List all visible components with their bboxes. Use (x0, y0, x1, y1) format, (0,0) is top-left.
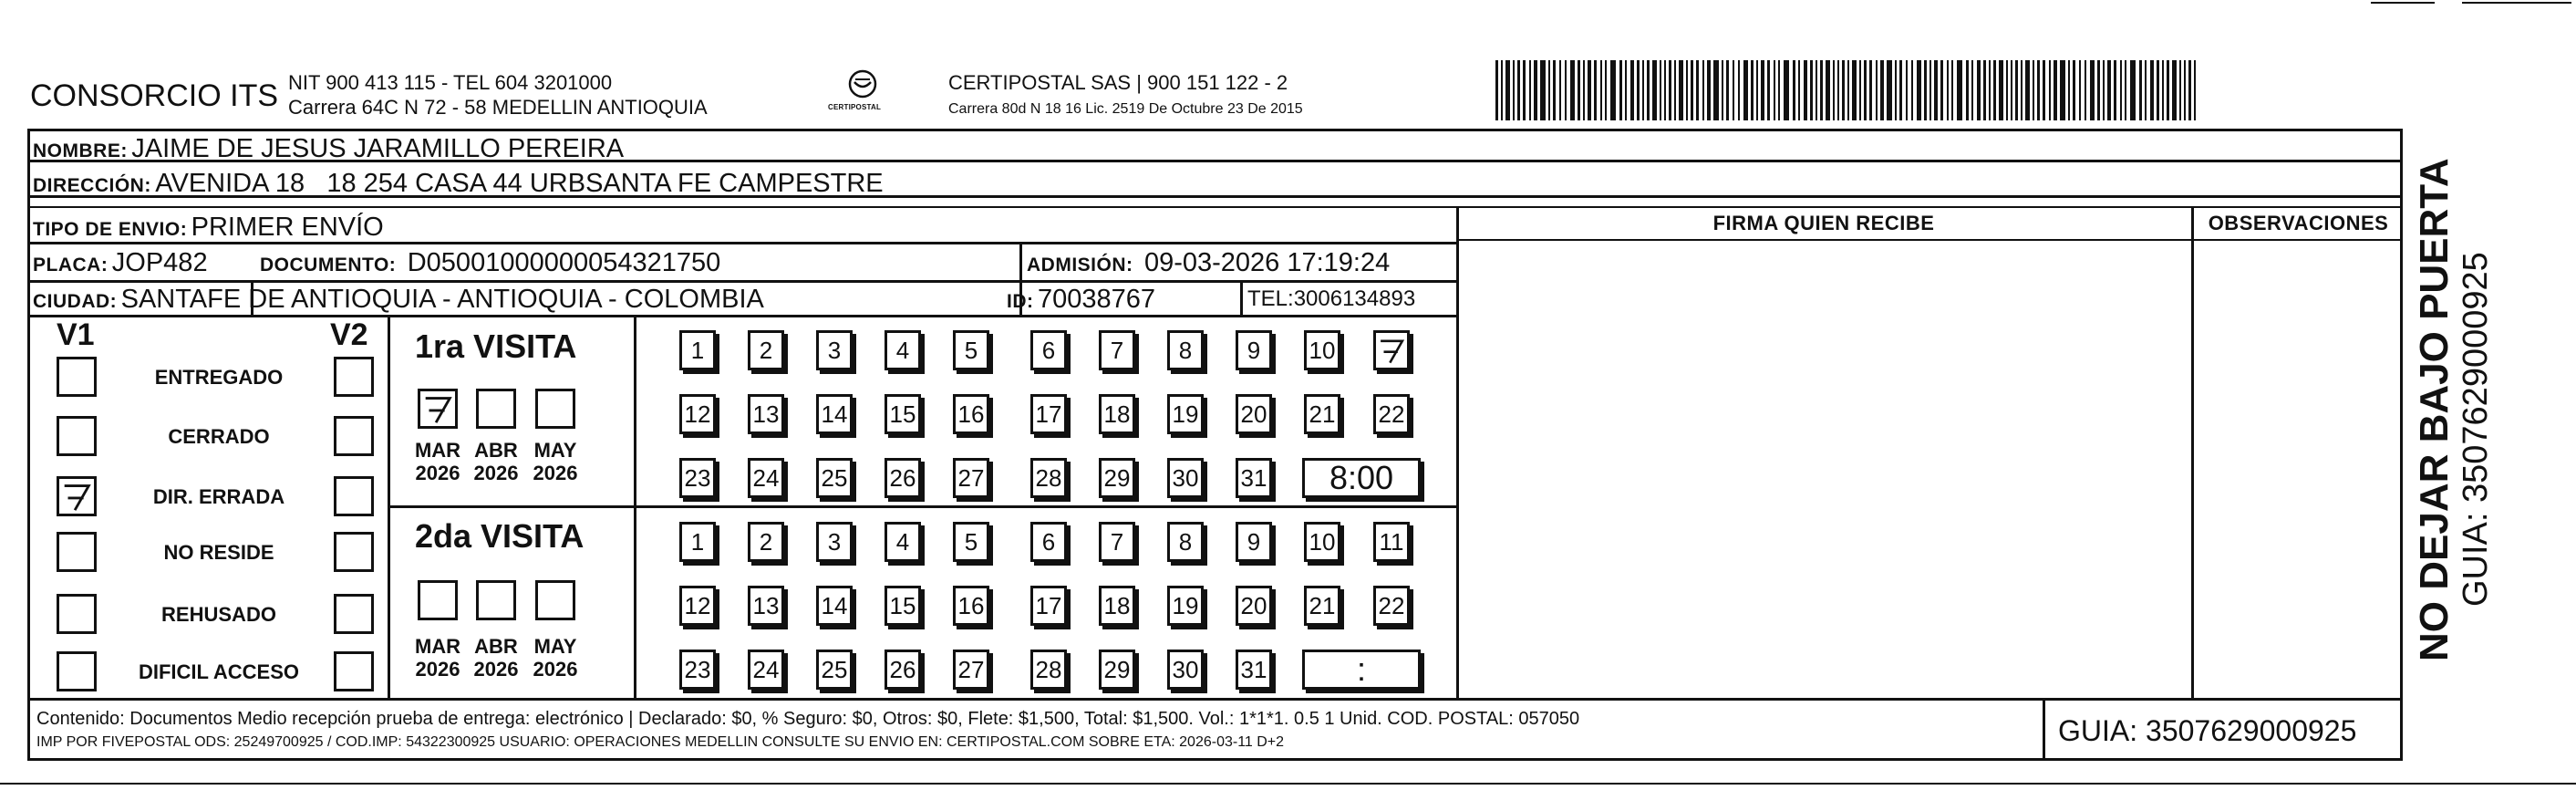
barcode-bar (2021, 60, 2023, 120)
barcode-bar (1810, 60, 1813, 120)
barcode-bar (2150, 60, 2154, 120)
barcode-bar (2054, 60, 2057, 120)
visit2-month-label-1 (471, 635, 522, 681)
barcode-bar (1652, 60, 1657, 120)
barcode-bar (1707, 60, 1711, 120)
tel-value: 3006134893 (1293, 286, 1416, 311)
barcode-bar (1722, 60, 1723, 120)
barcode-bar (2114, 60, 2116, 120)
visit2-day-22[interactable]: 22 (1373, 586, 1410, 626)
barcode-bar (1864, 60, 1867, 120)
nombre-value: JAIME DE JESUS JARAMILLO PEREIRA (131, 134, 625, 163)
barcode-bar (1559, 60, 1561, 120)
visit1-month-checkbox-2[interactable] (535, 389, 575, 429)
barcode-bar (2157, 60, 2159, 120)
visit1-day-7[interactable]: 7 (1099, 330, 1135, 370)
placa-value: JOP482 (111, 248, 208, 277)
barcode-bar (1605, 60, 1607, 120)
visit2-day-23[interactable]: 23 (679, 650, 716, 690)
visit1-day-16[interactable]: 16 (953, 394, 989, 434)
v1-checkbox-3[interactable] (57, 532, 97, 572)
barcode-bar (1578, 60, 1580, 120)
barcode-bar (2120, 60, 2122, 120)
barcode-bar (1887, 60, 1892, 120)
status-label-2: DIR. ERRADA (152, 485, 285, 508)
barcode-bar (2162, 60, 2164, 120)
tel-row (1247, 288, 1415, 310)
v2-checkbox-5[interactable] (334, 651, 374, 691)
barcode-bar (2139, 60, 2142, 120)
barcode-bar (1966, 60, 1969, 120)
barcode-bar (1726, 60, 1729, 120)
status-label-3: NO RESIDE (163, 541, 274, 564)
tipo-value: PRIMER ENVÍO (191, 213, 384, 242)
barcode-bar (1696, 60, 1699, 120)
visit1-month-name: MAY (533, 439, 577, 462)
v2-checkbox-4[interactable] (334, 594, 374, 634)
visit2-day-27[interactable]: 27 (953, 650, 989, 690)
barcode-bar (2130, 60, 2136, 120)
visit2-month-checkbox-1[interactable] (476, 580, 516, 620)
carrier-logo-icon (835, 66, 890, 120)
id-label: ID: (1007, 291, 1034, 312)
barcode-bar (1793, 60, 1795, 120)
visit1-month-checkbox-1[interactable] (476, 389, 516, 429)
barcode-bar (1565, 60, 1567, 120)
visit1-month-year: 2026 (473, 462, 519, 485)
visit1-day-1[interactable]: 1 (679, 330, 716, 370)
status-label-4: REHUSADO (161, 603, 276, 626)
barcode-bar (1600, 60, 1602, 120)
barcode-bar (1899, 60, 1902, 120)
barcode-bar (1977, 60, 1981, 120)
nombre-label: NOMBRE: (33, 140, 128, 161)
visit1-day-2[interactable]: 2 (748, 330, 784, 370)
visit1-day-20[interactable]: 20 (1236, 394, 1272, 434)
carrier-logo (835, 66, 890, 120)
visit2-day-31[interactable]: 31 (1236, 650, 1272, 690)
barcode-bar (1529, 60, 1531, 120)
barcode-bar (1713, 60, 1719, 120)
v2-label: V2 (330, 317, 368, 352)
visit1-day-13[interactable]: 13 (748, 394, 784, 434)
carrier-logo-text: CERTIPOSTAL (828, 103, 882, 111)
visit2-day-17[interactable]: 17 (1030, 586, 1067, 626)
visit1-day-31[interactable]: 31 (1236, 458, 1272, 498)
barcode-bar (2188, 60, 2191, 120)
visit2-month-checkbox-2[interactable] (535, 580, 575, 620)
visit1-month-name: ABR (474, 439, 518, 462)
v1-checkbox-4[interactable] (57, 594, 97, 634)
barcode-bar (1761, 60, 1764, 120)
barcode-bar (1880, 60, 1884, 120)
barcode-bar (2125, 60, 2126, 120)
tipo-row (33, 214, 384, 241)
visit2-month-year: 2026 (473, 658, 519, 681)
barcode-bar (2068, 60, 2070, 120)
barcode-bar (2060, 60, 2065, 120)
visit2-day-8[interactable]: 8 (1167, 522, 1204, 562)
barcode-bar (1999, 60, 2003, 120)
visit1-day-21[interactable]: 21 (1304, 394, 1340, 434)
visit1-day-6[interactable]: 6 (1030, 330, 1067, 370)
barcode-bar (2006, 60, 2008, 120)
barcode-bar (1798, 60, 1800, 120)
carrier-name: CERTIPOSTAL SAS | 900 151 122 - 2 (948, 71, 1288, 94)
visit2-day-30[interactable]: 30 (1167, 650, 1204, 690)
barcode-bar (2085, 60, 2086, 120)
check-mark-icon (1376, 333, 1407, 368)
barcode-bar (1660, 60, 1661, 120)
barcode-bar (1869, 60, 1872, 120)
visit2-day-11[interactable]: 11 (1373, 522, 1410, 562)
visit2-day-21[interactable]: 21 (1304, 586, 1340, 626)
admision-row (1027, 250, 1390, 276)
barcode-bar (1642, 60, 1644, 120)
admision-label: ADMISIÓN: (1027, 255, 1133, 275)
footer-guia: GUIA: 3507629000925 (2058, 714, 2357, 747)
visit1-day-10[interactable]: 10 (1304, 330, 1340, 370)
barcode-bar (2097, 60, 2100, 120)
status-label-5: DIFICIL ACCESO (138, 660, 299, 683)
visit1-day-4[interactable]: 4 (885, 330, 921, 370)
visit2-month-name: ABR (474, 635, 518, 658)
no-dejar-warning: NO DEJAR BAJO PUERTA (2412, 158, 2457, 661)
barcode-bar (1859, 60, 1861, 120)
visit1-title: 1ra VISITA (415, 327, 577, 365)
barcode-bar (1540, 60, 1546, 120)
visit1-day-15[interactable]: 15 (885, 394, 921, 434)
visit2-day-18[interactable]: 18 (1099, 586, 1135, 626)
barcode-bar (1517, 60, 1520, 120)
barcode-bar (1630, 60, 1634, 120)
visit1-month-year: 2026 (533, 462, 578, 485)
side-guia: GUIA: 3507629000925 (2457, 252, 2495, 607)
barcode-bar (2037, 60, 2040, 120)
barcode-bar (1501, 60, 1503, 120)
barcode-bar (1917, 60, 1921, 120)
barcode-bar (2079, 60, 2081, 120)
v2-checkbox-2[interactable] (334, 476, 374, 516)
visit2-day-14[interactable]: 14 (816, 586, 853, 626)
visit1-day-18[interactable]: 18 (1099, 394, 1135, 434)
barcode-bar (1876, 60, 1878, 120)
documento-label: DOCUMENTO: (260, 255, 397, 275)
visit2-month-label-2 (530, 635, 581, 681)
v2-checkbox-3[interactable] (334, 532, 374, 572)
visit1-month-checkbox-0[interactable] (418, 389, 458, 429)
barcode-bar (1826, 60, 1830, 120)
barcode-bar (1751, 60, 1754, 120)
barcode-bar (1495, 60, 1498, 120)
barcode-bar (1993, 60, 1996, 120)
barcode-bar (1951, 60, 1953, 120)
visit2-day-2[interactable]: 2 (748, 522, 784, 562)
visit2-day-3[interactable]: 3 (816, 522, 853, 562)
barcode-bar (2167, 60, 2169, 120)
barcode-bar (2049, 60, 2051, 120)
visit2-month-checkbox-0[interactable] (418, 580, 458, 620)
barcode-bar (1548, 60, 1550, 120)
barcode-bar (1674, 60, 1676, 120)
footer-imp: IMP POR FIVEPOSTAL ODS: 25249700925 / COD.IMP: 54322300925 USUARIO: OPERACIONES MEDELLIN CONSULTE SU ENVIO EN: CERTIPOSTAL.COM SOBRE ETA: 2026-03-11 D+2 (36, 734, 1285, 750)
visit1-day-27[interactable]: 27 (953, 458, 989, 498)
company-nit: NIT 900 413 115 - TEL 604 3201000 (288, 71, 613, 94)
tel-label: TEL: (1247, 286, 1294, 311)
barcode-bar (1906, 60, 1908, 120)
ciudad-label: CIUDAD: (33, 291, 118, 312)
visit1-day-22[interactable]: 22 (1373, 394, 1410, 434)
ciudad-row (33, 286, 764, 313)
direccion-value: AVENIDA 18 18 254 CASA 44 URBSANTA FE CAMPESTRE (155, 169, 884, 198)
v2-checkbox-0[interactable] (334, 357, 374, 397)
barcode-bar (1816, 60, 1817, 120)
visit1-day-23[interactable]: 23 (679, 458, 716, 498)
barcode-bar (1756, 60, 1758, 120)
page-bottom-line (0, 783, 2576, 785)
barcode-bar (2145, 60, 2147, 120)
barcode-bar (1679, 60, 1683, 120)
direccion-label: DIRECCIÓN: (33, 175, 151, 196)
visit1-day-26[interactable]: 26 (885, 458, 921, 498)
admision-value: 09-03-2026 17:19:24 (1143, 248, 1391, 277)
barcode-bar (1669, 60, 1671, 120)
visit1-time-field[interactable]: 8:00 (1302, 458, 1421, 498)
placa-label: PLACA: (33, 255, 109, 275)
visit1-day-28[interactable]: 28 (1030, 458, 1067, 498)
barcode-bar (2103, 60, 2105, 120)
barcode-bar (1983, 60, 1986, 120)
visit2-day-4[interactable]: 4 (885, 522, 921, 562)
visit2-day-24[interactable]: 24 (748, 650, 784, 690)
visit2-day-25[interactable]: 25 (816, 650, 853, 690)
visit2-day-6[interactable]: 6 (1030, 522, 1067, 562)
barcode-bar (1637, 60, 1640, 120)
visit1-day-11[interactable] (1373, 330, 1410, 370)
barcode-bar (1647, 60, 1650, 120)
visit2-day-13[interactable]: 13 (748, 586, 784, 626)
visit2-title: 2da VISITA (415, 517, 585, 555)
check-mark-icon (59, 479, 94, 514)
id-value: 70038767 (1037, 285, 1155, 314)
v1-checkbox-1[interactable] (57, 416, 97, 456)
barcode-bar (2073, 60, 2075, 120)
barcode-bar (2011, 60, 2012, 120)
barcode-bar (2090, 60, 2095, 120)
visit1-day-25[interactable]: 25 (816, 458, 853, 498)
visit1-day-3[interactable]: 3 (816, 330, 853, 370)
barcode-bar (1619, 60, 1622, 120)
visit2-day-26[interactable]: 26 (885, 650, 921, 690)
visit2-day-15[interactable]: 15 (885, 586, 921, 626)
barcode-bar (2015, 60, 2018, 120)
visit2-month-name: MAY (533, 635, 577, 658)
barcode-bar (1738, 60, 1740, 120)
barcode-bar (1842, 60, 1845, 120)
barcode-bar (1553, 60, 1556, 120)
barcode-bar (1852, 60, 1857, 120)
barcode-bar (1940, 60, 1943, 120)
barcode-bar (1686, 60, 1688, 120)
barcode-bar (2194, 60, 2196, 120)
visit1-day-24[interactable]: 24 (748, 458, 784, 498)
visit1-month-name: MAR (414, 439, 461, 462)
barcode-bar (2107, 60, 2111, 120)
cut-mark (2462, 2, 2571, 4)
footer-contenido: Contenido: Documentos Medio recepción prueba de entrega: electrónico | Declarado: $0, % Seguro: $0, Otros: $0, Flete: $1,500, Total: $1,500. Vol.: 1*1*1. 0.5 1 Unid. COD. POSTAL: 057050 (36, 709, 1580, 729)
barcode-bar (1588, 60, 1591, 120)
barcode-bar (1833, 60, 1835, 120)
barcode-bar (1570, 60, 1575, 120)
v1-checkbox-5[interactable] (57, 651, 97, 691)
barcode-bar (1820, 60, 1823, 120)
barcode-bar (1929, 60, 1931, 120)
visit1-day-9[interactable]: 9 (1236, 330, 1272, 370)
barcode-bar (1847, 60, 1849, 120)
carrier-license: Carrera 80d N 18 16 Lic. 2519 De Octubre 23 De 2015 (948, 101, 1303, 117)
visit2-day-16[interactable]: 16 (953, 586, 989, 626)
direccion-row (33, 171, 884, 197)
barcode-bar (1505, 60, 1510, 120)
visit2-day-19[interactable]: 19 (1167, 586, 1204, 626)
v1-checkbox-2[interactable] (57, 476, 97, 516)
visit1-day-14[interactable]: 14 (816, 394, 853, 434)
visit2-time-field[interactable]: : (1302, 650, 1421, 690)
barcode (1495, 60, 2200, 120)
barcode-bar (1583, 60, 1585, 120)
visit2-month-year: 2026 (533, 658, 578, 681)
barcode-bar (1837, 60, 1839, 120)
v1-checkbox-0[interactable] (57, 357, 97, 397)
barcode-bar (1733, 60, 1734, 120)
documento-row (260, 250, 720, 276)
placa-row (33, 250, 208, 276)
status-label-1: CERRADO (168, 425, 270, 448)
barcode-bar (1594, 60, 1597, 120)
barcode-bar (1610, 60, 1616, 120)
visit1-day-19[interactable]: 19 (1167, 394, 1204, 434)
visit2-month-year: 2026 (415, 658, 460, 681)
visit1-month-label-1 (471, 439, 522, 485)
visit2-day-1[interactable]: 1 (679, 522, 716, 562)
barcode-bar (1989, 60, 1991, 120)
v2-checkbox-1[interactable] (334, 416, 374, 456)
barcode-bar (1743, 60, 1748, 120)
visit2-month-name: MAR (414, 635, 461, 658)
barcode-bar (1523, 60, 1526, 120)
barcode-bar (1774, 60, 1775, 120)
company-name: CONSORCIO ITS (30, 78, 279, 113)
visit2-day-10[interactable]: 10 (1304, 522, 1340, 562)
status-label-0: ENTREGADO (154, 366, 284, 389)
observaciones-header: OBSERVACIONES (2208, 212, 2389, 234)
barcode-bar (2043, 60, 2045, 120)
barcode-bar (1534, 60, 1537, 120)
barcode-bar (1778, 60, 1780, 120)
visit1-day-30[interactable]: 30 (1167, 458, 1204, 498)
barcode-bar (1767, 60, 1770, 120)
visit2-day-7[interactable]: 7 (1099, 522, 1135, 562)
barcode-bar (1664, 60, 1666, 120)
company-address: Carrera 64C N 72 - 58 MEDELLIN ANTIOQUIA (288, 96, 708, 119)
barcode-bar (1971, 60, 1973, 120)
barcode-bar (2184, 60, 2186, 120)
barcode-bar (1947, 60, 1949, 120)
visit1-day-12[interactable]: 12 (679, 394, 716, 434)
barcode-bar (1784, 60, 1789, 120)
visit2-day-29[interactable]: 29 (1099, 650, 1135, 690)
barcode-bar (1625, 60, 1627, 120)
barcode-bar (1924, 60, 1927, 120)
visit1-day-5[interactable]: 5 (953, 330, 989, 370)
barcode-bar (2033, 60, 2034, 120)
barcode-bar (2172, 60, 2177, 120)
cut-mark (2371, 2, 2435, 4)
visit2-day-9[interactable]: 9 (1236, 522, 1272, 562)
visit1-month-label-2 (530, 439, 581, 485)
barcode-bar (2179, 60, 2181, 120)
barcode-bar (2025, 60, 2030, 120)
ciudad-value: SANTAFE DE ANTIOQUIA - ANTIOQUIA - COLOMBIA (120, 285, 764, 314)
visit2-day-20[interactable]: 20 (1236, 586, 1272, 626)
barcode-bar (1911, 60, 1913, 120)
barcode-bar (1513, 60, 1515, 120)
visit1-day-29[interactable]: 29 (1099, 458, 1135, 498)
visit1-day-8[interactable]: 8 (1167, 330, 1204, 370)
visit2-day-5[interactable]: 5 (953, 522, 989, 562)
visit1-day-17[interactable]: 17 (1030, 394, 1067, 434)
visit1-month-year: 2026 (415, 462, 460, 485)
documento-value: D05001000000054321750 (407, 248, 721, 277)
visit1-month-label-0 (412, 439, 463, 485)
barcode-bar (1691, 60, 1693, 120)
tipo-label: TIPO DE ENVIO: (33, 219, 188, 240)
visit2-day-12[interactable]: 12 (679, 586, 716, 626)
barcode-bar (1934, 60, 1938, 120)
barcode-bar (1702, 60, 1704, 120)
firma-header: FIRMA QUIEN RECIBE (1712, 212, 1935, 234)
barcode-bar (1895, 60, 1897, 120)
v1-label: V1 (57, 317, 95, 352)
check-mark-icon (420, 391, 455, 426)
nombre-row (33, 136, 624, 162)
barcode-bar (1804, 60, 1807, 120)
visit2-month-label-0 (412, 635, 463, 681)
visit2-day-28[interactable]: 28 (1030, 650, 1067, 690)
barcode-bar (1957, 60, 1962, 120)
id-row (1007, 286, 1155, 313)
